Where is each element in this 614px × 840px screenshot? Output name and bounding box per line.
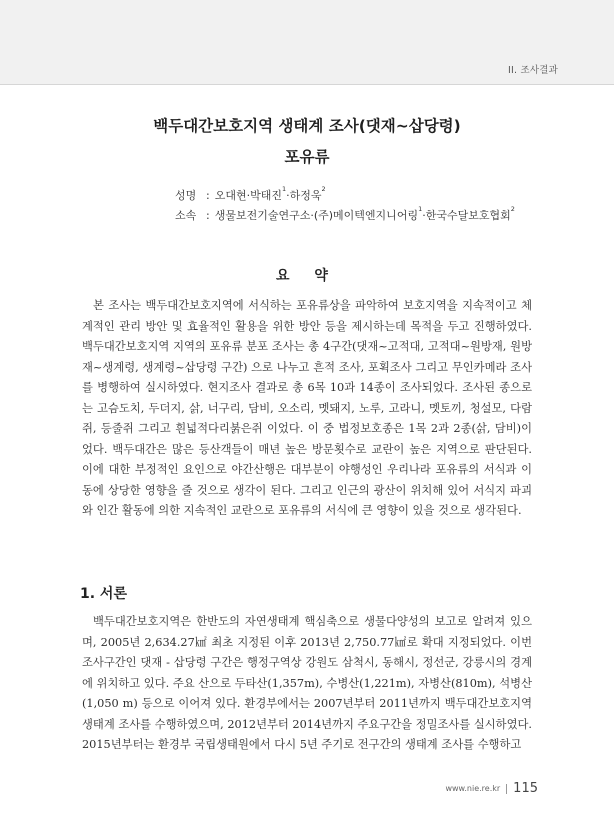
affiliation-text-2: ·한국수달보호협회 [422, 209, 511, 222]
footer-url: www.nie.re.kr [445, 784, 501, 793]
abstract-paragraph: 본 조사는 백두대간보호지역에 서식하는 포유류상을 파악하여 보호지역을 지속적이고 체계적인 관리 방안 및 효율적인 활용을 위한 방안 등을 제시하는데 목적을 두고 진행하였다. 백두대간보호지역 지역의 포유류 분포 조사는 총 4구간(댓재~고적대, 고적대~원방재, 원방재~생계령, 생계령~삽당령 구간) 으로 나누고 흔적 조사, 포획조사 그리고 무인카메라 조사를 병행하여 실시하였다. 현지조사 결과로 총 6목 10과 14종이 조사되었다. 조사된 종으로는 고슴도치, 두더지, 삵, 너구리, 담비, 오소리, 멧돼지, 노루, 고라니, 멧토끼, 청설모, 다람쥐, 등줄쥐 그리고 흰넓적다리붉은쥐 이었다. 이 중 법정보호종은 1목 2과 2종(삵, 담비)이었다. 백두대간은 많은 등산객들이 매년 높은 방문횟수로 교란이 높은 지역으로 판단된다. 이에 대한 부정적인 요인으로 야간산행은 대부분이 야행성인 우리나라 포유류의 서식과 이동에 상당한 영향을 줄 것으로 생각이 된다. 그리고 인근의 광산이 위치해 있어 서식지 파괴와 인간 활동에 의한 지속적인 교란으로 포유류의 서식에 큰 영향이 있을 것으로 생각된다. [82, 299, 532, 517]
page-footer [445, 778, 538, 797]
authors-line [175, 187, 326, 203]
affiliation-sup-2: 2 [510, 205, 515, 213]
affiliation-line [175, 207, 515, 223]
authors-label: 성명 [175, 189, 197, 202]
affiliation-text: 생물보전기술연구소·(주)메이텍엔지니어링 [214, 209, 419, 222]
authors-sup-1: 1 [281, 185, 287, 193]
section-heading: 1. 서론 [80, 586, 127, 602]
affiliation-label: 소속 [175, 209, 197, 222]
page-subtitle: 포유류 [284, 148, 330, 166]
authors-names-2: ·하정욱 [286, 189, 322, 202]
header-divider [0, 84, 614, 85]
authors-names: 오대현·박태진 [214, 189, 282, 202]
footer-divider [506, 784, 507, 794]
page-number: 115 [513, 781, 538, 796]
affiliation-sup-1: 1 [418, 205, 423, 213]
page-title: 백두대간보호지역 생태계 조사(댓재~삽당령) [153, 117, 461, 135]
abstract-body [82, 296, 532, 522]
section-label: II. 조사결과 [508, 65, 558, 76]
authors-colon: : [206, 189, 210, 202]
section-body [82, 612, 532, 756]
authors-sup-2: 2 [321, 185, 326, 193]
section-paragraph: 백두대간보호지역은 한반도의 자연생태계 핵심축으로 생물다양성의 보고로 알려져 있으며, 2005년 2,634.27㎢ 최초 지정된 이후 2013년 2,750.77㎢로 확대 지정되었다. 이번 조사구간인 댓재 - 삽당령 구간은 행정구역상 강원도 삼척시, 동해시, 정선군, 강릉시의 경계에 위치하고 있다. 주요 산으로 두타산(1,357m), 수병산(1,221m), 자병산(810m), 석병산(1,050 m) 등으로 이어져 있다. 환경부에서는 2007년부터 2011년까지 백두대간보호지역 생태계 조사를 수행하였으며, 2012년부터 2014년까지 주요구간을 정밀조사를 실시하였다. 2015년부터는 환경부 국립생태원에서 다시 5년 주기로 전구간의 생태계 조사를 수행하고 [82, 615, 532, 751]
summary-heading: 요 약 [276, 268, 338, 284]
affiliation-colon: : [206, 209, 210, 222]
